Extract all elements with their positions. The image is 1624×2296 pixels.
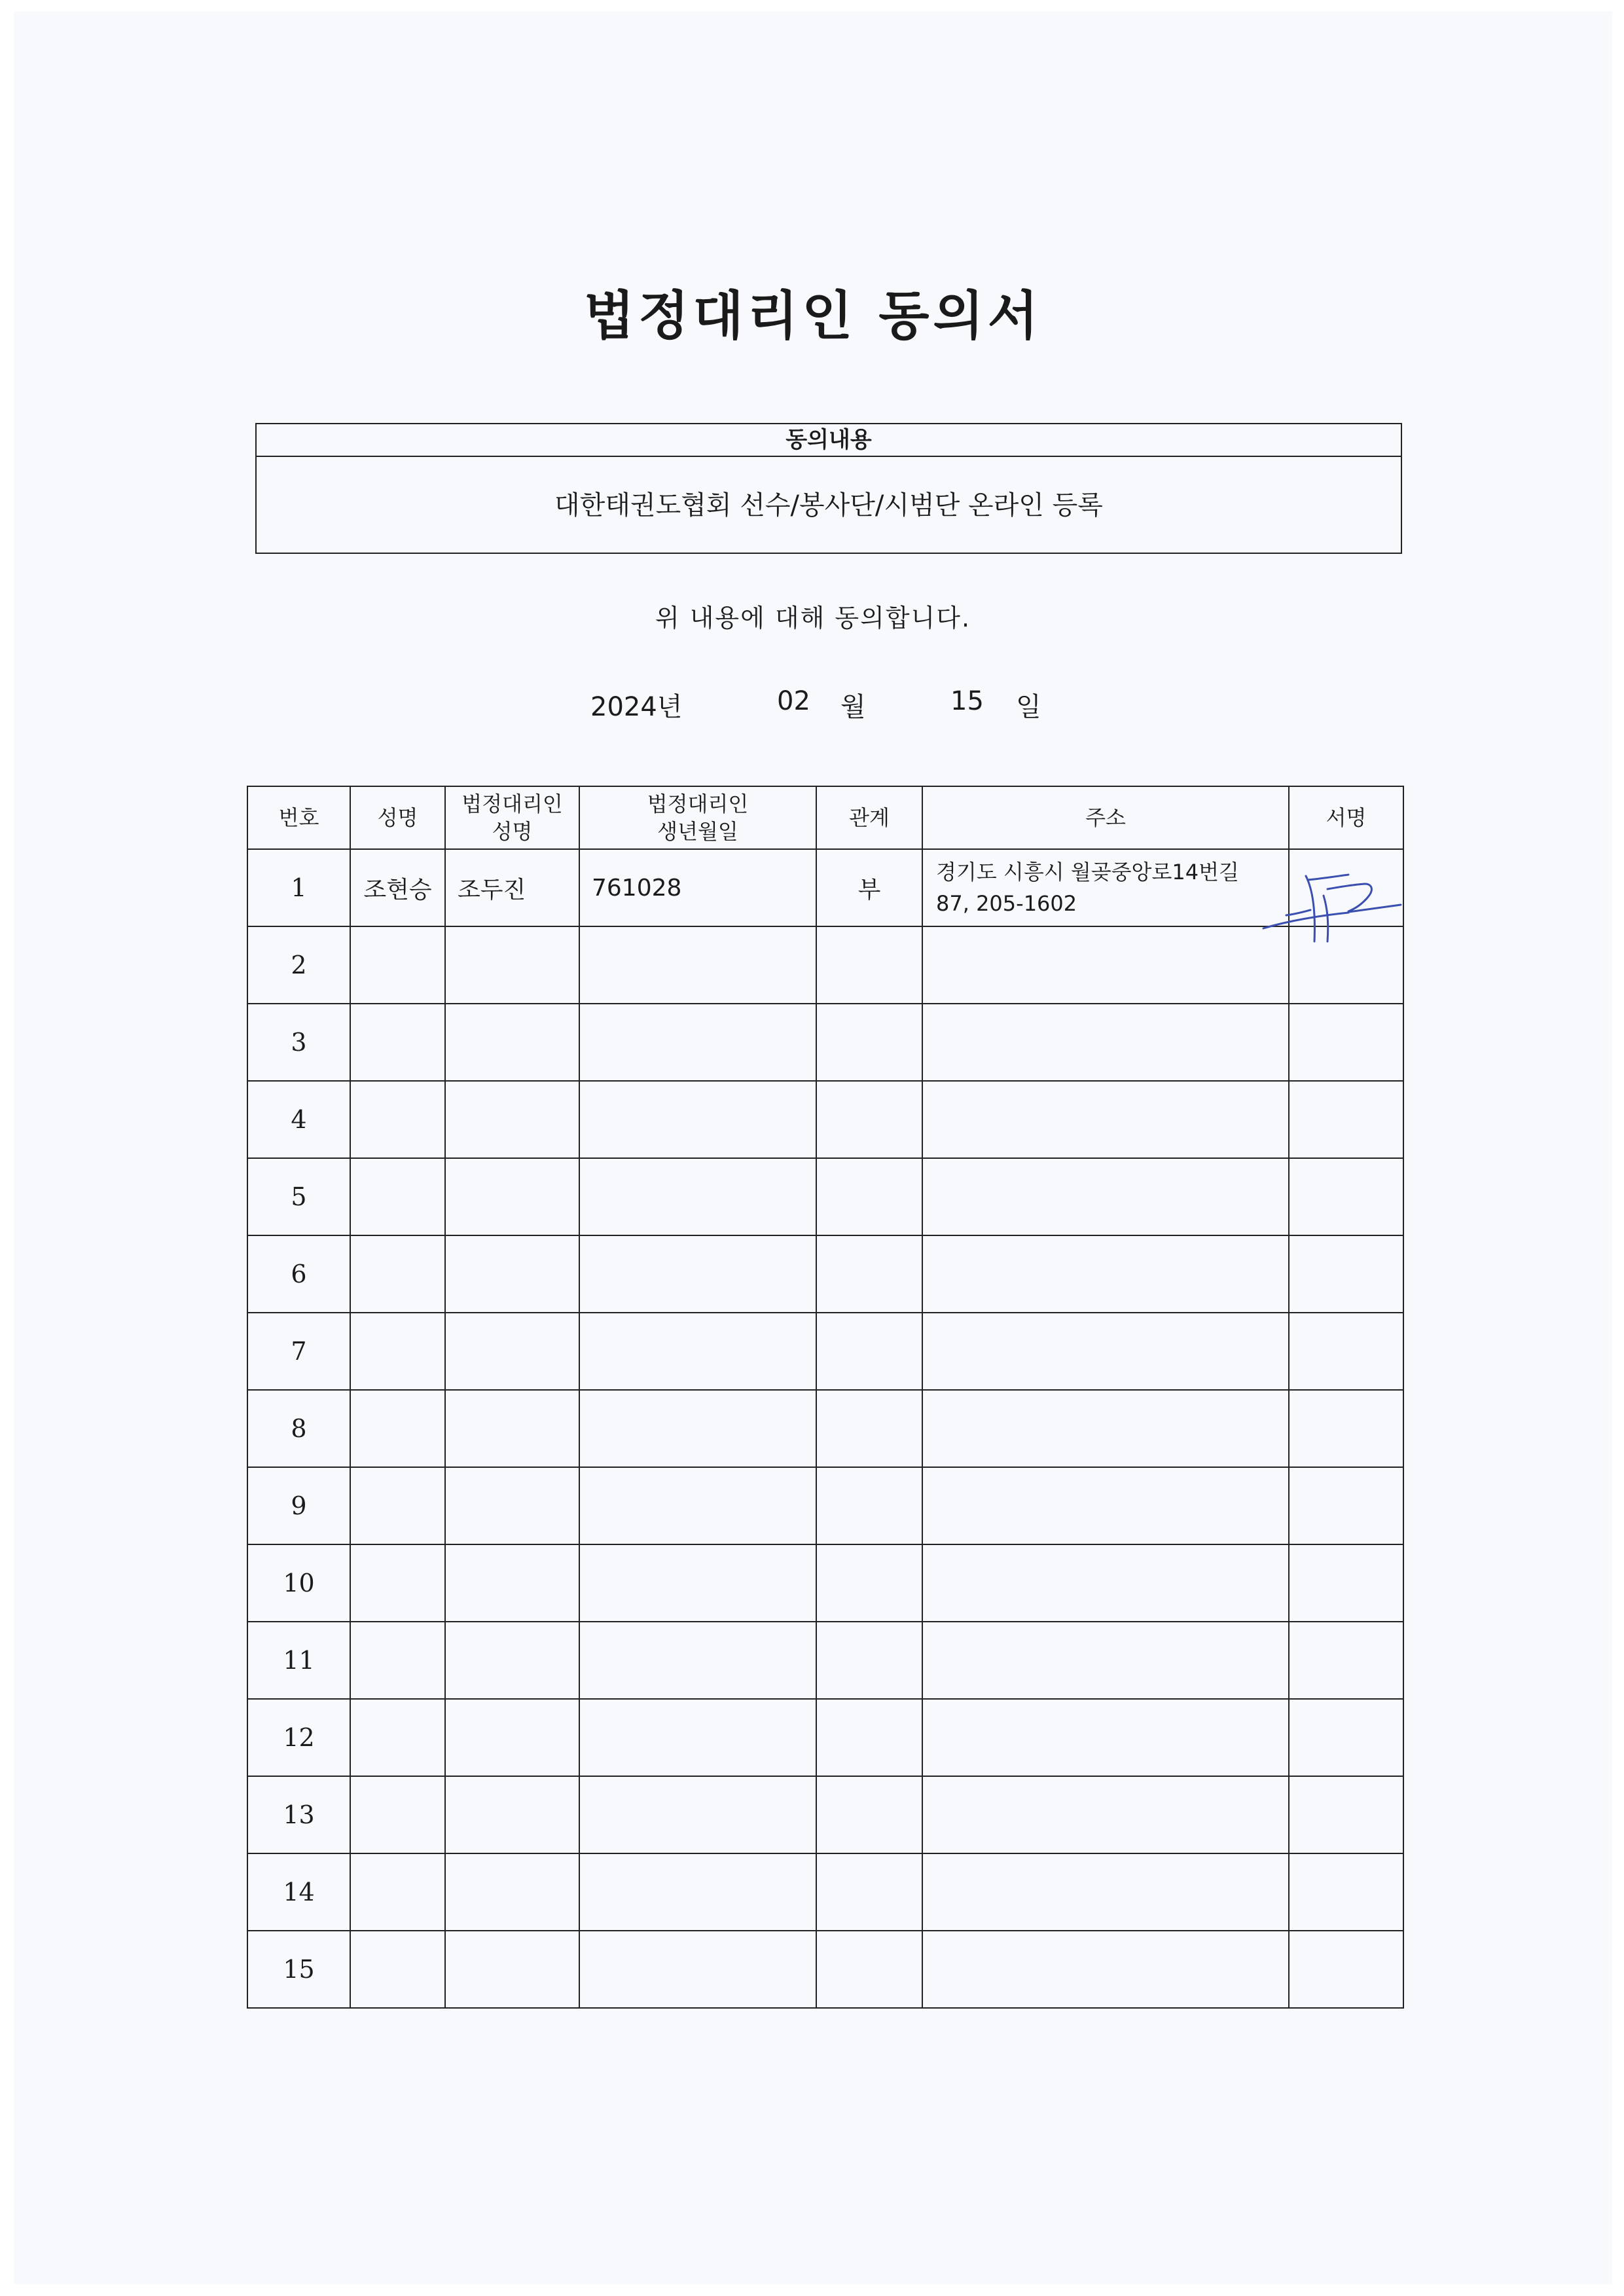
cell-signature: [1289, 849, 1403, 926]
header-name: 성명: [350, 786, 445, 849]
cell-number: 10: [247, 1544, 350, 1622]
cell-rep-name: [445, 1235, 579, 1313]
cell-signature: [1289, 1931, 1403, 2008]
cell-rep-name: [445, 1776, 579, 1853]
cell-name: [350, 1467, 445, 1544]
cell-rep-name: [445, 1699, 579, 1776]
cell-name: [350, 1081, 445, 1158]
table-row: [247, 1235, 1403, 1313]
cell-number: 9: [247, 1467, 350, 1544]
cell-signature: [1289, 1776, 1403, 1853]
document-page: [14, 12, 1612, 2284]
cell-relation: [816, 1853, 922, 1931]
cell-name: [350, 1235, 445, 1313]
cell-relation: [816, 1390, 922, 1467]
cell-rep-name: [445, 1622, 579, 1699]
cell-rep-name: [445, 1467, 579, 1544]
cell-relation: [816, 1699, 922, 1776]
cell-address: [922, 849, 1289, 926]
header-rep-birth-line2: 생년월일: [657, 819, 738, 844]
cell-rep-birth: [579, 1699, 816, 1776]
cell-relation: [816, 1931, 922, 2008]
cell-relation: [816, 926, 922, 1004]
cell-relation: [816, 1235, 922, 1313]
address-line1: 경기도 시흥시 월곶중앙로14번길: [936, 860, 1239, 884]
cell-name: [350, 1622, 445, 1699]
cell-name: 조현승: [350, 849, 445, 926]
table-row: [247, 1004, 1403, 1081]
date-line: [14, 686, 1612, 725]
document-title: 법정대리인 동의서: [583, 285, 1043, 346]
header-rep-birth-line1: 법정대리인: [647, 792, 749, 816]
cell-address: [922, 1776, 1289, 1853]
cell-number: 7: [247, 1313, 350, 1390]
header-number: 번호: [247, 786, 350, 849]
cell-name: [350, 1004, 445, 1081]
cell-signature: [1289, 1158, 1403, 1235]
cell-rep-name: [445, 1390, 579, 1467]
cell-address: [922, 1699, 1289, 1776]
cell-address: [922, 1467, 1289, 1544]
guardian-table: [247, 786, 1404, 2009]
cell-number: 11: [247, 1622, 350, 1699]
cell-rep-name: [445, 1158, 579, 1235]
header-rep-name: [445, 786, 579, 849]
cell-relation: [816, 1544, 922, 1622]
cell-rep-birth: [579, 1158, 816, 1235]
cell-number: 12: [247, 1699, 350, 1776]
cell-signature: [1289, 1235, 1403, 1313]
date-year: 2024년: [590, 692, 683, 722]
header-rep-name-line1: 법정대리인: [461, 792, 563, 816]
cell-number: 2: [247, 926, 350, 1004]
cell-relation: [816, 1467, 922, 1544]
table-row: [247, 1931, 1403, 2008]
cell-signature: [1289, 1699, 1403, 1776]
cell-address: [922, 1390, 1289, 1467]
table-row: [247, 1544, 1403, 1622]
cell-address: [922, 1158, 1289, 1235]
cell-number: 6: [247, 1235, 350, 1313]
cell-rep-name: [445, 926, 579, 1004]
cell-name: [350, 926, 445, 1004]
cell-number: 5: [247, 1158, 350, 1235]
table-row: [247, 1622, 1403, 1699]
table-row: [247, 849, 1403, 926]
cell-rep-birth: [579, 1313, 816, 1390]
cell-number: 8: [247, 1390, 350, 1467]
cell-address: [922, 1853, 1289, 1931]
cell-relation: [816, 1622, 922, 1699]
cell-rep-birth: [579, 1853, 816, 1931]
cell-signature: [1289, 1622, 1403, 1699]
cell-rep-birth: 761028: [579, 849, 816, 926]
cell-relation: [816, 1776, 922, 1853]
cell-address: [922, 1004, 1289, 1081]
cell-name: [350, 1931, 445, 2008]
cell-number: 3: [247, 1004, 350, 1081]
cell-name: [350, 1313, 445, 1390]
cell-rep-name: [445, 1004, 579, 1081]
date-month: 02: [777, 686, 810, 716]
cell-name: [350, 1158, 445, 1235]
cell-signature: [1289, 926, 1403, 1004]
table-row: [247, 926, 1403, 1004]
cell-rep-birth: [579, 1467, 816, 1544]
cell-rep-birth: [579, 1390, 816, 1467]
cell-rep-birth: [579, 1004, 816, 1081]
cell-rep-name: 조두진: [445, 849, 579, 926]
cell-number: 1: [247, 849, 350, 926]
cell-rep-name: [445, 1853, 579, 1931]
table-row: [247, 1699, 1403, 1776]
table-row: [247, 1313, 1403, 1390]
cell-rep-name: [445, 1081, 579, 1158]
cell-rep-name: [445, 1931, 579, 2008]
cell-signature: [1289, 1467, 1403, 1544]
cell-address: [922, 1313, 1289, 1390]
cell-address: [922, 1081, 1289, 1158]
table-row: [247, 1853, 1403, 1931]
cell-relation: 부: [816, 849, 922, 926]
cell-name: [350, 1853, 445, 1931]
table-header-row: [247, 786, 1403, 849]
date-day: 15: [950, 686, 984, 716]
consent-box: [255, 423, 1402, 554]
cell-number: 15: [247, 1931, 350, 2008]
header-rep-birth: [579, 786, 816, 849]
cell-rep-birth: [579, 1235, 816, 1313]
cell-address: [922, 1544, 1289, 1622]
table-row: [247, 1467, 1403, 1544]
cell-rep-birth: [579, 1544, 816, 1622]
cell-rep-birth: [579, 1081, 816, 1158]
table-row: [247, 1390, 1403, 1467]
address-line2: 87, 205-1602: [936, 891, 1077, 916]
cell-name: [350, 1776, 445, 1853]
cell-rep-name: [445, 1544, 579, 1622]
cell-signature: [1289, 1390, 1403, 1467]
cell-signature: [1289, 1313, 1403, 1390]
cell-rep-birth: [579, 926, 816, 1004]
cell-address: [922, 926, 1289, 1004]
header-relation: 관계: [816, 786, 922, 849]
table-row: [247, 1081, 1403, 1158]
header-signature: 서명: [1289, 786, 1403, 849]
cell-name: [350, 1390, 445, 1467]
cell-relation: [816, 1004, 922, 1081]
cell-relation: [816, 1081, 922, 1158]
header-address: 주소: [922, 786, 1289, 849]
cell-relation: [816, 1158, 922, 1235]
date-month-unit: 월: [840, 692, 866, 722]
cell-rep-birth: [579, 1622, 816, 1699]
cell-signature: [1289, 1004, 1403, 1081]
consent-header: 동의내용: [257, 424, 1401, 457]
cell-signature: [1289, 1081, 1403, 1158]
cell-name: [350, 1699, 445, 1776]
cell-rep-birth: [579, 1931, 816, 2008]
cell-rep-birth: [579, 1776, 816, 1853]
cell-name: [350, 1544, 445, 1622]
cell-relation: [816, 1313, 922, 1390]
cell-address: [922, 1931, 1289, 2008]
cell-address: [922, 1622, 1289, 1699]
table-row: [247, 1776, 1403, 1853]
cell-signature: [1289, 1544, 1403, 1622]
cell-signature: [1289, 1853, 1403, 1931]
cell-rep-name: [445, 1313, 579, 1390]
table-row: [247, 1158, 1403, 1235]
cell-number: 13: [247, 1776, 350, 1853]
agreement-statement: 위 내용에 대해 동의합니다.: [655, 604, 971, 632]
cell-number: 4: [247, 1081, 350, 1158]
consent-body: 대한태권도협회 선수/봉사단/시범단 온라인 등록: [554, 490, 1103, 520]
cell-number: 14: [247, 1853, 350, 1931]
cell-address: [922, 1235, 1289, 1313]
date-day-unit: 일: [1016, 692, 1041, 722]
header-rep-name-line2: 성명: [492, 819, 533, 844]
